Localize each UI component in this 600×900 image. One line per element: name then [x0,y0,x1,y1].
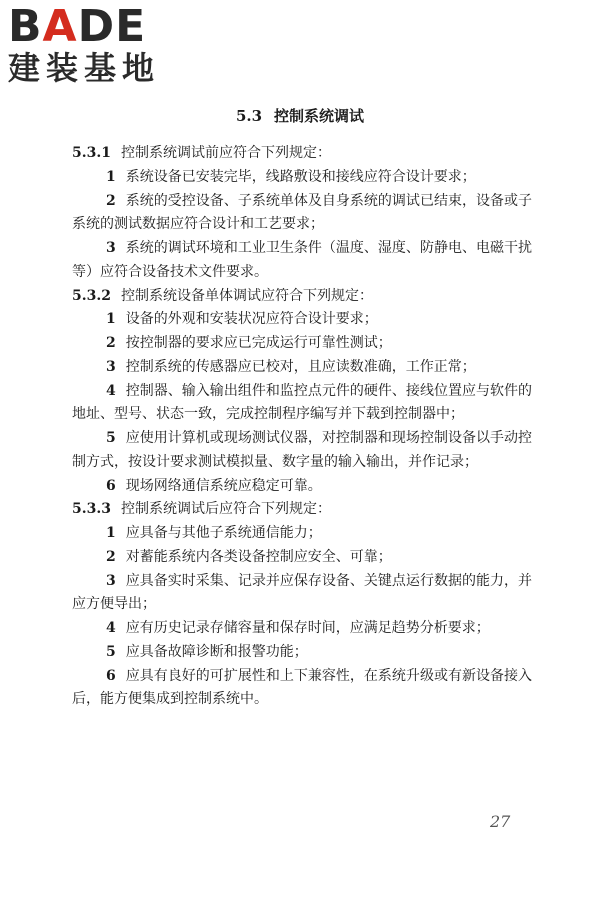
logo-chinese-name: 建装基地 [8,49,161,87]
list-item [72,546,532,570]
paragraph-text: 应具有良好的可扩展性和上下兼容性，在系统升级或有新设备接入后，能方便集成到控制系统中。 [72,667,532,708]
item-number: 6 [106,667,116,684]
paragraph-text: 应使用计算机或现场测试仪器，对控制器和现场控制设备以手动控制方式，按设计要求测试模拟量、数字量的输入输出，并作记录； [72,430,532,470]
list-item [72,427,532,475]
list-item [72,237,532,285]
logo-wordmark: BADE [8,1,147,52]
list-item [72,332,532,356]
section-heading [0,106,600,126]
section-heading-number: 5.3 [235,107,263,125]
item-number: 3 [106,358,116,375]
list-item [72,356,532,380]
paragraph-text: 控制系统调试后应符合下列规定： [120,501,331,518]
paragraph-text: 设备的外观和安装状况应符合设计要求； [125,311,378,328]
paragraph-text: 应具备故障诊断和报警功能； [125,643,308,660]
item-number: 1 [106,168,116,185]
section-heading-text: 控制系统调试 [274,107,365,125]
paragraph-text: 现场网络通信系统应稳定可靠。 [125,477,322,494]
paragraph-text: 控制系统的传感器应已校对，且应读数准确，工作正常； [125,358,476,375]
document-body [72,142,532,712]
paragraph-text: 控制系统调试前应符合下列规定： [120,145,331,161]
item-number: 4 [106,382,116,399]
item-number: 1 [106,311,116,328]
paragraph-text: 应有历史记录存储容量和保存时间，应满足趋势分析要求； [125,620,490,636]
item-number: 1 [106,525,116,541]
paragraph-text: 系统设备已安装完毕，线路敷设和接线应符合设计要求； [125,168,476,185]
list-item [72,190,532,238]
item-number: 5 [106,430,116,446]
item-number: 6 [106,477,116,494]
item-number: 2 [106,548,116,565]
paragraph-text: 控制系统设备单体调试应符合下列规定： [120,287,373,304]
list-item [72,641,532,665]
paragraph-text: 系统的调试环境和工业卫生条件（温度、湿度、防静电、电磁干扰等）应符合设备技术文件要求。 [72,240,532,280]
page-number: 27 [490,812,511,831]
item-number: 5 [106,643,116,660]
item-number: 3 [106,240,116,256]
item-number: 2 [106,192,116,209]
paragraph-text: 控制器、输入输出组件和监控点元件的硬件、接线位置应与软件的地址、型号、状态一致，完成控制程序编写并下载到控制器中； [72,382,532,423]
list-item [72,380,532,428]
logo [8,1,183,87]
list-item [72,570,532,618]
clause-number: 5.3.2 [72,287,111,304]
item-number: 4 [106,620,116,636]
paragraph-text: 按控制器的要求应已完成运行可靠性测试； [125,335,392,351]
item-number: 3 [106,572,116,589]
list-item [72,308,532,332]
paragraph-text: 系统的受控设备、子系统单体及自身系统的调试已结束，设备或子系统的测试数据应符合设计和工艺要求； [72,192,532,233]
list-item [72,475,532,499]
paragraph-text: 应具备实时采集、记录并应保存设备、关键点运行数据的能力，并应方便导出； [72,572,532,613]
logo-accent-letter: A [42,1,78,52]
list-item [72,665,532,713]
clause-paragraph [72,285,532,309]
clause-paragraph [72,142,532,166]
clause-number: 5.3.3 [72,501,111,518]
list-item [72,522,532,546]
clause-paragraph [72,498,532,522]
item-number: 2 [106,335,116,351]
list-item [72,166,532,190]
list-item [72,617,532,641]
paragraph-text: 对蓄能系统内各类设备控制应安全、可靠； [125,548,392,565]
paragraph-text: 应具备与其他子系统通信能力； [125,525,322,541]
clause-number: 5.3.1 [72,145,111,161]
